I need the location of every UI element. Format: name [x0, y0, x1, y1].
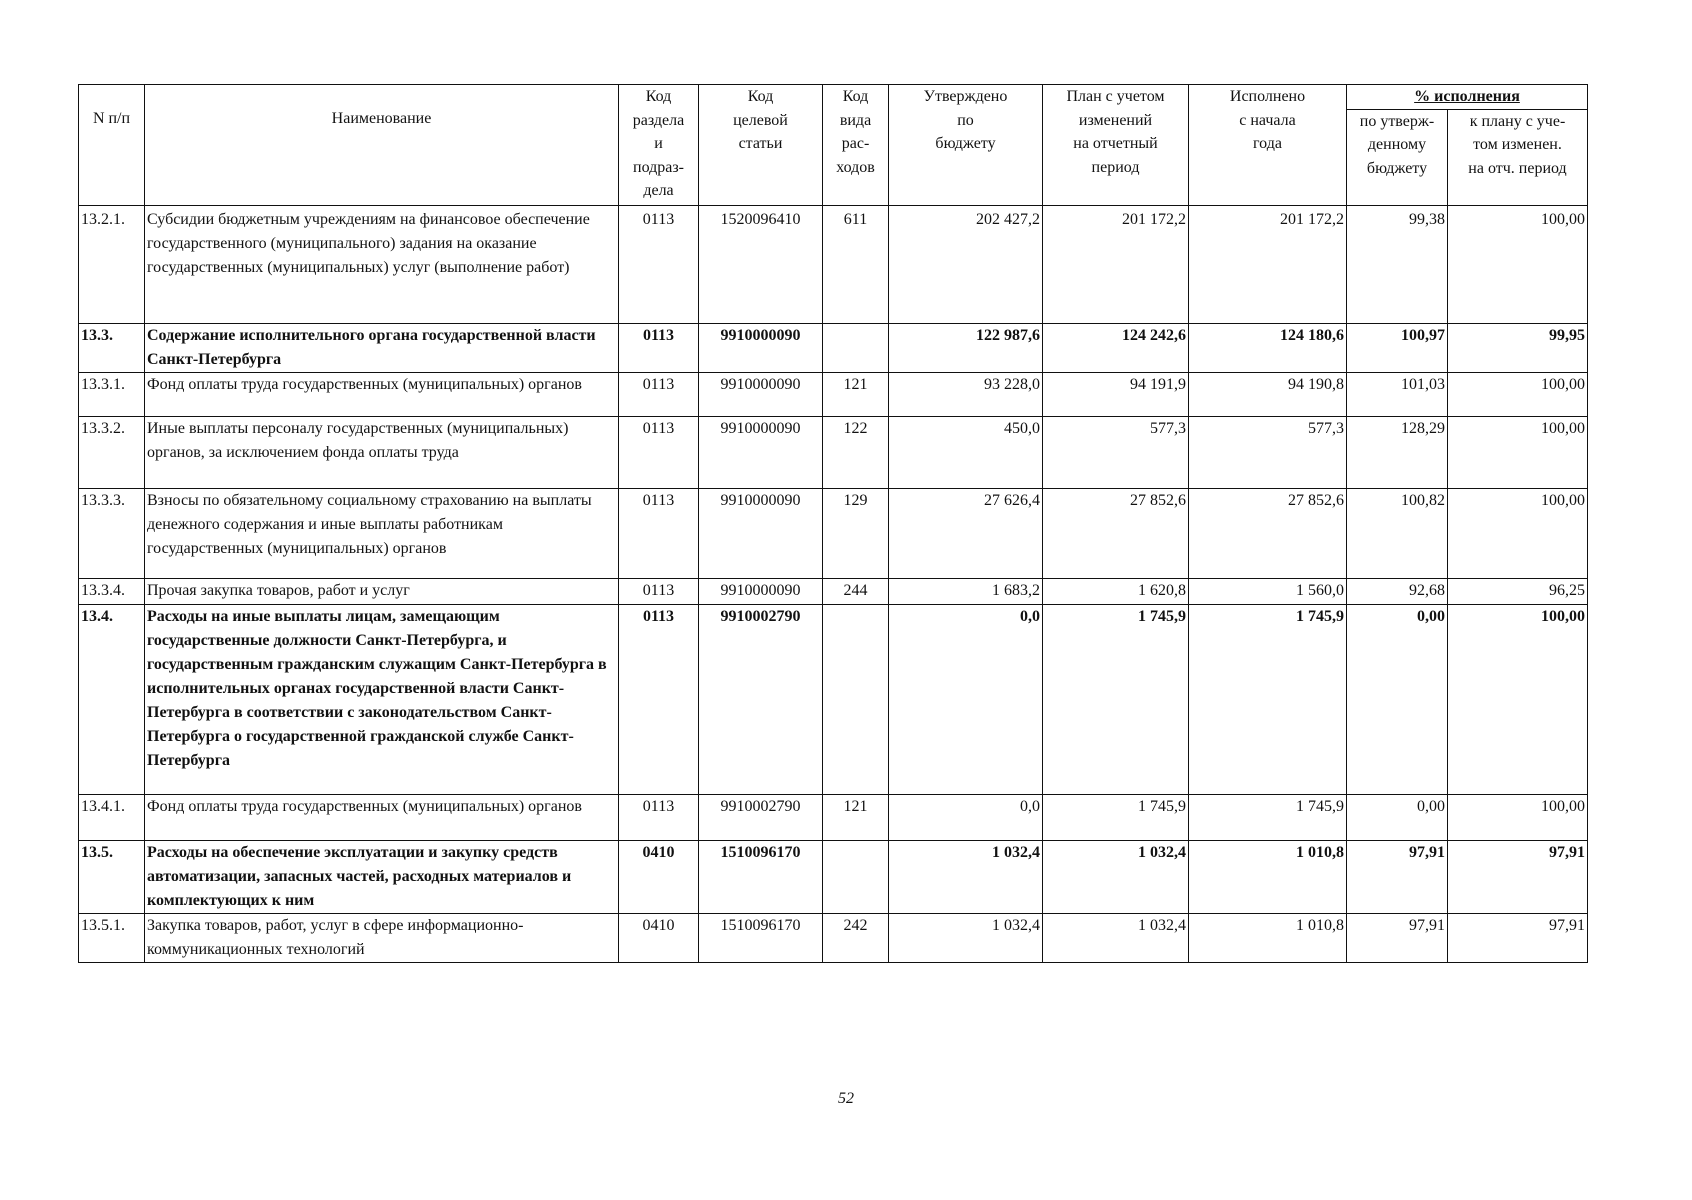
row-approved: 1 032,4	[889, 840, 1043, 913]
header-razdel: Код раздела и подраз- дела	[619, 85, 699, 206]
row-pct-budget: 97,91	[1347, 840, 1448, 913]
row-name: Фонд оплаты труда государственных (муниципальных) органов	[145, 794, 619, 840]
header-plan: План с учетом изменений на отчетный период	[1043, 85, 1189, 206]
row-name: Содержание исполнительного органа государственной власти Санкт-Петербурга	[145, 323, 619, 372]
row-statya-code: 9910000090	[699, 372, 823, 416]
row-executed: 201 172,2	[1189, 205, 1347, 323]
row-vid-code: 129	[823, 488, 889, 578]
table-row	[79, 840, 1588, 913]
header-num: N п/п	[79, 85, 145, 206]
table-row	[79, 205, 1588, 323]
row-pct-plan: 100,00	[1448, 205, 1588, 323]
row-razdel-code: 0113	[619, 794, 699, 840]
row-pct-plan: 99,95	[1448, 323, 1588, 372]
row-number: 13.4.1.	[79, 794, 145, 840]
table-row	[79, 913, 1588, 962]
row-approved: 27 626,4	[889, 488, 1043, 578]
row-number: 13.3.4.	[79, 578, 145, 604]
row-approved: 1 683,2	[889, 578, 1043, 604]
row-plan: 577,3	[1043, 416, 1189, 488]
row-approved: 202 427,2	[889, 205, 1043, 323]
row-statya-code: 9910000090	[699, 323, 823, 372]
row-plan: 1 620,8	[1043, 578, 1189, 604]
row-executed: 1 010,8	[1189, 913, 1347, 962]
row-vid-code: 121	[823, 794, 889, 840]
row-vid-code: 121	[823, 372, 889, 416]
row-pct-budget: 99,38	[1347, 205, 1448, 323]
row-executed: 1 010,8	[1189, 840, 1347, 913]
header-name: Наименование	[145, 85, 619, 206]
row-vid-code: 244	[823, 578, 889, 604]
header-pct-plan: к плану с уче- том изменен. на отч. период	[1448, 109, 1588, 205]
row-name: Фонд оплаты труда государственных (муниципальных) органов	[145, 372, 619, 416]
row-pct-plan: 97,91	[1448, 840, 1588, 913]
header-pct-budget: по утверж- денному бюджету	[1347, 109, 1448, 205]
row-executed: 1 745,9	[1189, 794, 1347, 840]
row-approved: 93 228,0	[889, 372, 1043, 416]
row-razdel-code: 0113	[619, 323, 699, 372]
row-pct-budget: 0,00	[1347, 794, 1448, 840]
row-number: 13.5.	[79, 840, 145, 913]
row-number: 13.4.	[79, 604, 145, 794]
header-pct-group: % исполнения	[1347, 85, 1588, 110]
row-statya-code: 9910000090	[699, 578, 823, 604]
row-number: 13.3.	[79, 323, 145, 372]
row-pct-plan: 100,00	[1448, 416, 1588, 488]
row-razdel-code: 0113	[619, 416, 699, 488]
row-number: 13.5.1.	[79, 913, 145, 962]
row-statya-code: 9910000090	[699, 416, 823, 488]
table-row	[79, 416, 1588, 488]
row-name: Расходы на обеспечение эксплуатации и закупку средств автоматизации, запасных частей, расходных материалов и комплектующих к ним	[145, 840, 619, 913]
row-pct-plan: 96,25	[1448, 578, 1588, 604]
row-pct-plan: 100,00	[1448, 794, 1588, 840]
header-vid: Код вида рас- ходов	[823, 85, 889, 206]
table-header	[79, 85, 1588, 206]
row-plan: 1 745,9	[1043, 604, 1189, 794]
row-pct-budget: 97,91	[1347, 913, 1448, 962]
row-executed: 1 745,9	[1189, 604, 1347, 794]
row-razdel-code: 0113	[619, 578, 699, 604]
row-number: 13.3.3.	[79, 488, 145, 578]
row-razdel-code: 0113	[619, 372, 699, 416]
row-name: Субсидии бюджетным учреждениям на финансовое обеспечение государственного (муниципального) задания на оказание государственных (муниципальных) услуг (выполнение работ)	[145, 205, 619, 323]
row-plan: 201 172,2	[1043, 205, 1189, 323]
row-razdel-code: 0113	[619, 604, 699, 794]
row-executed: 27 852,6	[1189, 488, 1347, 578]
row-plan: 1 032,4	[1043, 913, 1189, 962]
row-pct-plan: 97,91	[1448, 913, 1588, 962]
page-number: 52	[838, 1090, 854, 1107]
table-row	[79, 794, 1588, 840]
row-statya-code: 9910002790	[699, 604, 823, 794]
header-approved: Утверждено по бюджету	[889, 85, 1043, 206]
row-razdel-code: 0410	[619, 840, 699, 913]
row-number: 13.2.1.	[79, 205, 145, 323]
row-plan: 27 852,6	[1043, 488, 1189, 578]
row-approved: 122 987,6	[889, 323, 1043, 372]
header-statya: Код целевой статьи	[699, 85, 823, 206]
table-row	[79, 372, 1588, 416]
row-vid-code: 122	[823, 416, 889, 488]
row-approved: 0,0	[889, 794, 1043, 840]
row-pct-budget: 100,97	[1347, 323, 1448, 372]
row-number: 13.3.2.	[79, 416, 145, 488]
row-name: Расходы на иные выплаты лицам, замещающим государственные должности Санкт-Петербурга, и государственным гражданским служащим Санкт-Петербурга в исполнительных органах государственной власти Санкт-Петербурга в соответствии с законодательством Санкт-Петербурга о государственной гражданской службе Санкт-Петербурга	[145, 604, 619, 794]
table-body	[79, 205, 1588, 962]
table-row	[79, 578, 1588, 604]
row-razdel-code: 0113	[619, 488, 699, 578]
row-razdel-code: 0113	[619, 205, 699, 323]
row-pct-plan: 100,00	[1448, 488, 1588, 578]
row-pct-budget: 0,00	[1347, 604, 1448, 794]
row-vid-code	[823, 840, 889, 913]
row-approved: 1 032,4	[889, 913, 1043, 962]
table-row	[79, 488, 1588, 578]
row-plan: 1 032,4	[1043, 840, 1189, 913]
row-vid-code: 611	[823, 205, 889, 323]
row-executed: 124 180,6	[1189, 323, 1347, 372]
header-executed: Исполнено с начала года	[1189, 85, 1347, 206]
row-name: Иные выплаты персоналу государственных (муниципальных) органов, за исключением фонда оплаты труда	[145, 416, 619, 488]
row-executed: 577,3	[1189, 416, 1347, 488]
row-pct-budget: 100,82	[1347, 488, 1448, 578]
row-approved: 0,0	[889, 604, 1043, 794]
row-approved: 450,0	[889, 416, 1043, 488]
row-number: 13.3.1.	[79, 372, 145, 416]
row-vid-code	[823, 323, 889, 372]
row-pct-plan: 100,00	[1448, 604, 1588, 794]
row-executed: 1 560,0	[1189, 578, 1347, 604]
row-pct-budget: 92,68	[1347, 578, 1448, 604]
row-statya-code: 9910002790	[699, 794, 823, 840]
row-statya-code: 1510096170	[699, 913, 823, 962]
row-pct-plan: 100,00	[1448, 372, 1588, 416]
row-statya-code: 1520096410	[699, 205, 823, 323]
row-name: Взносы по обязательному социальному страхованию на выплаты денежного содержания и иные выплаты работникам государственных (муниципальных) органов	[145, 488, 619, 578]
row-name: Прочая закупка товаров, работ и услуг	[145, 578, 619, 604]
row-pct-budget: 128,29	[1347, 416, 1448, 488]
row-statya-code: 1510096170	[699, 840, 823, 913]
row-statya-code: 9910000090	[699, 488, 823, 578]
row-vid-code	[823, 604, 889, 794]
row-razdel-code: 0410	[619, 913, 699, 962]
row-name: Закупка товаров, работ, услуг в сфере информационно-коммуникационных технологий	[145, 913, 619, 962]
row-vid-code: 242	[823, 913, 889, 962]
row-plan: 94 191,9	[1043, 372, 1189, 416]
row-plan: 124 242,6	[1043, 323, 1189, 372]
table-row	[79, 604, 1588, 794]
row-pct-budget: 101,03	[1347, 372, 1448, 416]
table-row	[79, 323, 1588, 372]
budget-execution-table	[78, 84, 1588, 963]
row-plan: 1 745,9	[1043, 794, 1189, 840]
row-executed: 94 190,8	[1189, 372, 1347, 416]
